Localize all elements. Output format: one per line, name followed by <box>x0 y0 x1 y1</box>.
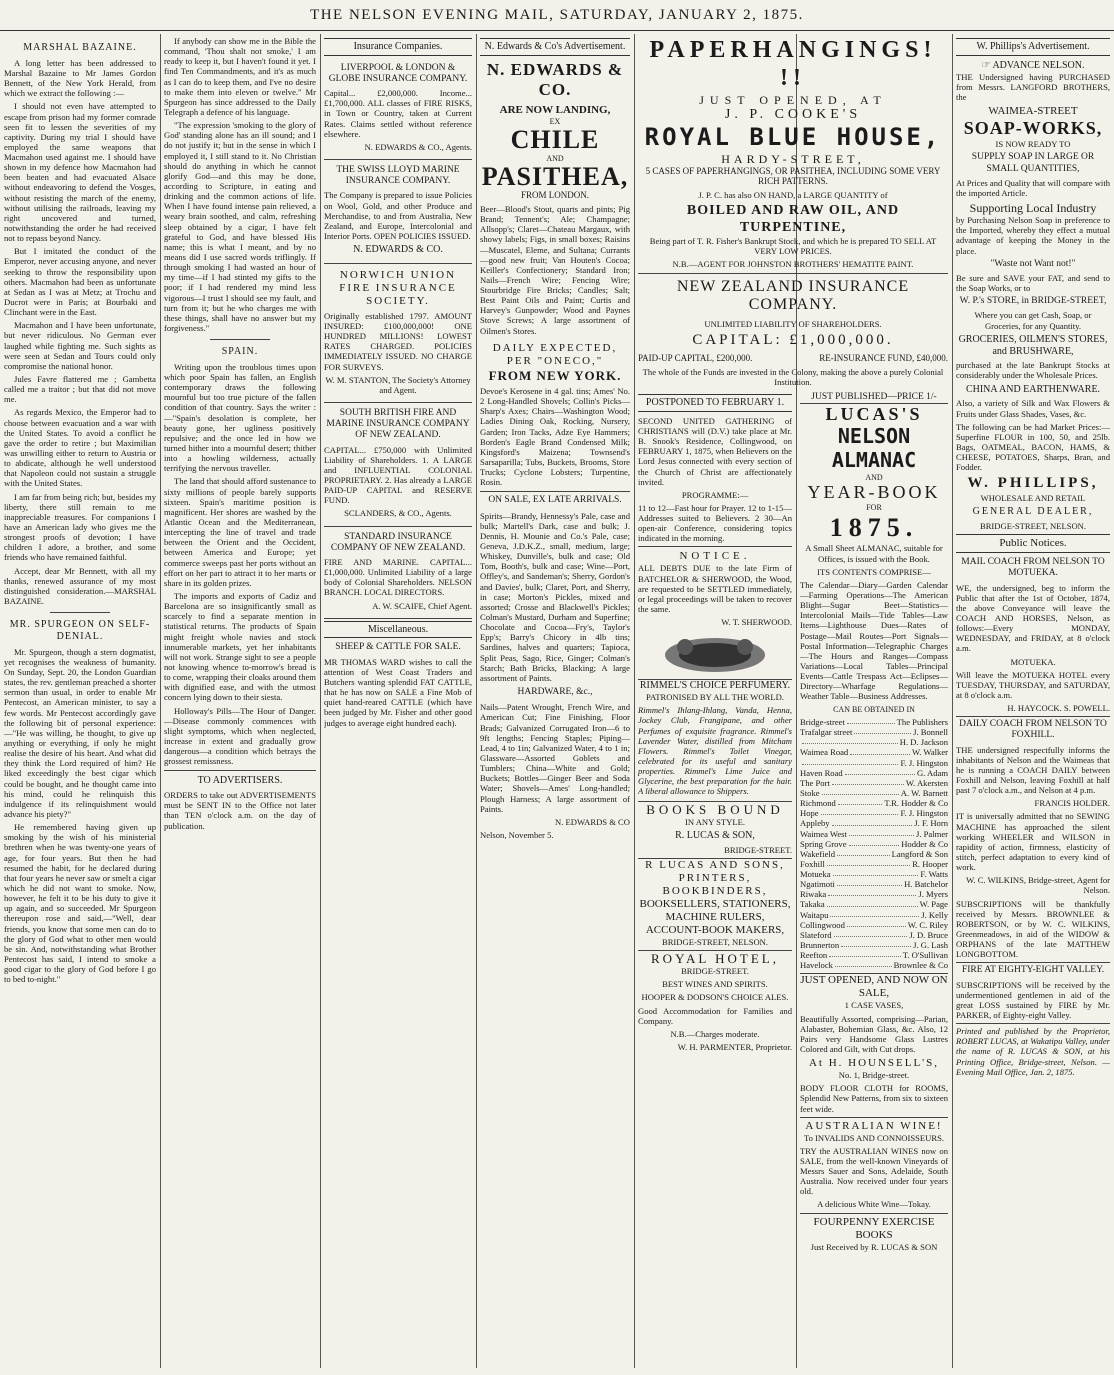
lucas-sons: R LUCAS AND SONS, <box>645 858 785 871</box>
article-paragraph: The land that should afford sustenance to sixty millions of people barely supports sixteen. Spain's maritime position is magnificent. Her shores are washed by the Atlantic Ocean and the Mediterranean, intercepting the line of travel and trade between the Orient and the Occident, between America and Europe; yet commerce sweeps past her ports without an effort on her part to attract it to her marts or share in its golden prizes. <box>164 476 316 588</box>
also-line: J. P. C. has also ON HAND, a LARGE QUANTITY of <box>698 189 888 200</box>
agent-row <box>800 910 948 920</box>
soap-prices: At Prices and Quality that will compare with the imported Article. <box>956 177 1110 198</box>
column-6 <box>800 392 948 1366</box>
agent-place: Slateford <box>800 929 832 940</box>
article-paragraph: Accept, dear Mr Bennett, with all my thanks, renewed assurance of my most distinguished consideration.—MARSHAL BAZAINE. <box>4 565 156 606</box>
article-title: MARSHAL BAZAINE. <box>23 42 137 53</box>
leader-dots <box>827 899 918 906</box>
china: CHINA AND EARTHENWARE. <box>965 383 1101 395</box>
agent-place: Appleby <box>800 818 830 829</box>
account-book-makers: ACCOUNT-BOOK MAKERS, <box>645 923 785 936</box>
almanac-year: 1875. <box>829 512 919 542</box>
postponed-heading: POSTPONED TO FEBRUARY 1. <box>638 394 792 412</box>
ad-signature: A. W. SCAIFE, Chief Agent. <box>372 600 472 611</box>
supply-soap: SUPPLY SOAP IN LARGE OR SMALL QUANTITIES, <box>971 152 1095 174</box>
just-opened: JUST OPENED, AT <box>699 92 887 107</box>
leader-dots <box>849 839 900 846</box>
groceries: GROCERIES, OILMEN'S STORES, and BRUSHWARE, <box>958 333 1108 357</box>
agent-place: Collingwood <box>800 919 845 930</box>
small-almanac: A Small Sheet ALMANAC, suitable for Offices, is issued with the Book. <box>805 543 943 564</box>
article-paragraph: If anybody can show me in the Bible the command, 'Thou shalt not smoke,' I am ready to keep it, but I haven't found it yet. I find Ten Commandments, and it's as much as I can do to keep them, and I've no desire to make them into eleven or twelve." Mr Spurgeon has since addressed to the Daily Telegraph a defence of his language. <box>164 36 316 117</box>
firm-name: N. EDWARDS & CO. <box>486 59 624 99</box>
wine-text: TRY the AUSTRALIAN WINES now on SALE, from the well-known Vineyards of Messrs Sauer and Sons, Adelaide, South Australia. Now received under four years old. <box>800 1145 948 1197</box>
leader-dots <box>827 859 910 866</box>
article-paragraph: Writing upon the troublous times upon which poor Spain has fallen, an English contemporary draws the following mournful but too true picture of the fallen condition of that country. Says the writer :—"Spain's desolation is complete, her beauty gone, her ugliness positively repulsive; and the once led in how we turned hither into a mournful desert; thither into a howling wilderness, actually terrifying the nervous traveller. <box>164 361 316 474</box>
column-2 <box>164 36 316 1366</box>
funds-line: The whole of the Funds are invested in the Colony, making the above a purely Colonial Institution. <box>642 366 944 386</box>
vases-text: Beautifully Assorted, comprising—Parian, Alabaster, Bohemian Glass, &c. Also, 12 Pairs very Handsome Glass Lustres Colored and Gilt, with Cut drops. <box>800 1013 948 1054</box>
article-paragraph: But I imitated the conduct of the Emperor, never accusing anyone, and never seeking to throw the responsibility upon others. Macmahon had been as unfortunate at Sedan as I was at Metz; at Trochu and Ducrot were in Paris; at Bourbaki and Clinchant were in the East. <box>4 246 156 318</box>
notice-title: NOTICE. <box>638 546 792 563</box>
notice-text: ALL DEBTS DUE to the late Firm of BATCHELOR & SHERWOOD, the Wood, are requested to be SETTLED immediately, or legal proceedings will be taken to recover the same. <box>638 563 792 615</box>
lucas-street: BRIDGE-STREET. <box>724 844 792 855</box>
ad-title: SOUTH BRITISH FIRE AND MARINE INSURANCE COMPANY OF NEW ZEALAND. <box>326 407 470 441</box>
insurance-ad <box>324 60 472 160</box>
goods-list: Beer—Blood's Stout, quarts and pints; Pig Brand; Tennent's; Ale; Champagne; Allsopp's; Claret—Chateau Margaux, with showy labels; Figs, in small boxes; Raisins—Muscatel, Eleme, and Sultana; Currants—good new fruit; Van Houten's Cocoa; Keiller's Confectionery; Standard Iron; Nails—French Wire; Fencing Wire; Stourbridge Fire Bricks; Candles; Salt; Best Paint Oils and Paint; Curtis and Harvey's Gunpowder; Wood and Paynes Stove Screws; A large assortment of Oilmen's Stores. <box>480 203 630 336</box>
agent-row <box>800 849 948 859</box>
nz-insurance-title: NEW ZEALAND INSURANCE COMPANY. <box>676 277 910 314</box>
agent-name: H. D. Jackson <box>899 737 948 748</box>
charges: N.B.—Charges moderate. <box>670 1028 760 1039</box>
agent-row <box>800 960 948 970</box>
soap-works: SOAP-WORKS, <box>963 117 1103 138</box>
agent-row <box>800 930 948 940</box>
ad-title: NORWICH UNION FIRE INSURANCE SOCIETY. <box>339 268 457 307</box>
ex-line: EX <box>549 116 561 126</box>
column-rule <box>952 34 953 1368</box>
agent-name: Brownlee & Co <box>893 960 948 971</box>
local-industry: Supporting Local Industry <box>969 201 1097 216</box>
agent-name: The Publishers <box>896 716 948 727</box>
agent-row <box>800 869 948 879</box>
fire-title: FIRE AT EIGHTY-EIGHT VALLEY. <box>956 962 1110 976</box>
waimea-street: WAIMEA-STREET <box>988 105 1078 118</box>
agent-name: Hodder & Co <box>901 838 948 849</box>
section-header: W. Phillips's Advertisement. <box>956 38 1110 56</box>
agent-row <box>800 717 948 727</box>
agent-row <box>800 808 948 818</box>
ad-text: Originally established 1797. AMOUNT INSURED: £100,000,000! ONE HUNDRED MILLIONS! LOWEST RATES CHARGED. POLICIES IMMEDIATELY ISSUED. NO CHARGE FOR SURVEYS. <box>324 310 472 372</box>
lucas-firm: R. LUCAS & SON, <box>675 829 755 841</box>
just-published: JUST PUBLISHED—PRICE 1/- <box>800 392 948 404</box>
agent-place: Wakefield <box>800 848 836 859</box>
industry-text: by Purchasing Nelson Soap in preference to the Imported, whereby they effect a mutual advantage of keeping the Money in the place. <box>956 215 1110 256</box>
agent-name: G. Adam <box>916 767 948 778</box>
agent-name: T. O'Sullivan <box>902 950 948 961</box>
column-3 <box>324 36 472 1366</box>
market-prices: The following can be had Market Prices:—Superfine FLOUR in 100, 50, and 25lb. Bags, OATMEAL, BACON, HAMS, & CHEESE, POTATOES, Sharps, Bran, and Fodder. <box>956 421 1110 473</box>
proprietor: W. H. PARMENTER, Proprietor. <box>677 1042 792 1053</box>
bankrupt-line: Being part of T. R. Fisher's Bankrupt Stock, and which he is prepared TO SELL AT VERY LOW PRICES. <box>649 236 937 257</box>
bookbinders: BOOKBINDERS, <box>662 884 768 897</box>
phillips-name: W. PHILLIPS, <box>967 475 1099 492</box>
section-header: Miscellaneous. <box>324 621 472 639</box>
agent-name: W. C. Riley <box>907 919 948 930</box>
bridge-street-nelson: BRIDGE-STREET, NELSON. <box>661 936 769 947</box>
agent-name: J. G. Lash <box>913 940 948 951</box>
nelson-almanac: NELSON ALMANAC <box>831 424 917 473</box>
divider <box>164 770 316 771</box>
leader-dots <box>837 849 890 856</box>
article-paragraph: I should not even have attempted to escape from prison had my former comrade seen fit to lessen the severities of my captivity. During my trial I should have employed the same weapons that Macmahon used against me. I should have shown in my defence how Macmahon had been beaten and had evacuated Alsace without endeavoring to defend the Vosges, without resisting the march of the enemy, without utilising the railroads, leaving my right uncovered and turned, notwithstanding the order he had received not to repass beyond Nancy. <box>4 101 156 244</box>
agent-row <box>800 818 948 828</box>
for-word: FOR <box>866 503 882 513</box>
rimmel-crest-icon <box>655 631 775 675</box>
leader-dots <box>847 717 895 724</box>
article-paragraph: As regards Mexico, the Emperor had to choose between evacuation and a war with the United States. To avoid a conflict he gave the order to retire ; but Maximilian was unwilling either to return to Austria or to abdicate, although he well understood that Napoleon could not sustain a struggle with the United States. <box>4 407 156 489</box>
agent-row <box>800 788 948 798</box>
ad-text: MR THOMAS WARD wishes to call the attention of West Coast Traders and Butchers wanting splendid FAT CATTLE, that he has now on SALE a Fine Mob of quiet hand-reared CATTLE (which have been judged by Mr. Fisher and other good judges to average eight hundred each). <box>324 656 472 728</box>
motueka-title: MOTUEKA. <box>1010 656 1056 667</box>
article-paragraph: "The expression 'smoking to the glory of God' standing alone has an ill sound; and I do not justify it; but in the sense in which I employed it, I still stand to it. No Christian should do anything in which he cannot glorify God—and this may be done, according to Scripture, in eating and drinking and the common actions of life. When I have found intense pain relieved, a weary brain soothed, and calm, refreshing sleep obtained by a cigar, I have felt grateful to God, and have blessed His name; this is what I meant, and by no means did I use sacred words triflingly. If through smoking I had wasted an hour of my time—if I had stinted my gifts to the poor; if I had rendered my mind less vigorous—I trust I should see my fault, and turn from it; but he who charges me with these things, shall have no answer but my forgiveness." <box>164 120 316 333</box>
rimmel-text: Rimmel's Ihlang-Ihlang, Vanda, Henna, Jockey Club, Frangipane, and other Perfumes of exquisite fragrance. Rimmel's Lavender Water, distilled from Mitcham Flowers. Rimmel's Toilet Vinegar, celebrated for its useful and sanitary properties. Rimmel's Lime Juice and Glycerine, the best preparation for the hair. A liberal allowance to Shippers. <box>638 705 792 797</box>
article-paragraph: Jules Favre flattered me ; Gambetta called me a traitor ; but that did not move me. <box>4 374 156 405</box>
agent-row <box>800 940 948 950</box>
ad-text: The Company is prepared to issue Policies on Wool, Gold, and other Produce and Merchandise, to and from Australia, New Zealand, and Europe, Intercolonial and Interior Ports. OPEN POLICIES ISSUED. <box>324 190 472 242</box>
ad-signature: N. EDWARDS & CO., Agents. <box>364 141 472 152</box>
article-paragraph: I am far from being rich; but, besides my liberty, there still remain to me inappreciable treasures. For companions I have an American lady who gives me the strongest proofs of devotion; I have children I adore, a brother, and some friends who have remained faithful. <box>4 491 156 563</box>
agent-name: F. J. Hingston <box>900 757 948 768</box>
royal-street: BRIDGE-STREET. <box>681 966 749 977</box>
insurance-ad <box>324 529 472 619</box>
hounsell: At H. HOUNSELL'S, <box>808 1057 940 1070</box>
agent-place: Foxhill <box>800 858 825 869</box>
agent-name: J. Kelly <box>921 909 948 920</box>
year-book: YEAR-BOOK <box>807 482 941 503</box>
agent-name: A. W. Barnett <box>900 787 948 798</box>
motueka-text: Will leave the MOTUEKA HOTEL every TUESDAY, THURSDAY, and SATURDAY, at 8 o'clock a.m. <box>956 669 1110 700</box>
leader-dots <box>833 869 919 876</box>
unlimited-line: UNLIMITED LIABILITY OF SHAREHOLDERS. <box>704 319 882 330</box>
goods-list: Nails—Patent Wrought, French Wire, and American Cut; Fine Finishing, Floor Brads; Galvanized Corrugated Iron—6 to 9ft lengths; Fencing Staples; Piping—Lead, 4 to 1in; Galvanized Water, 4 to 1 in; Glassware—Assorted Goblets and Tumblers; China—White and Gold; Buckets; Bottles—Ginger Beer and Soda Water; Shovels—Ames' Long-handled; Plough Harness; A large assortment of Paints. <box>480 702 630 814</box>
agent-line: N.B.—AGENT FOR JOHNSTON BROTHERS' HEMATITE PAINT. <box>638 259 948 273</box>
mail-signature: H. HAYCOCK. S. POWELL. <box>1007 703 1110 714</box>
machine-rulers: MACHINE RULERS, <box>665 910 765 923</box>
exercise-books: FOURPENNY EXERCISE BOOKS <box>800 1213 948 1242</box>
phillips-line: WHOLESALE AND RETAIL <box>980 493 1086 504</box>
leader-dots <box>850 747 910 754</box>
notice-title: TO ADVERTISERS. <box>197 775 283 787</box>
article-paragraph: He remembered having given up smoking by the wish of his ministerial brethren when he was twenty-one years of age, for four years. But then he had resumed the habit, for he declared during that four years he never saw or smelt a cigar which he did not want to smoke. Now, however, he felt it to be his duty to give it up again, and so succeeded. Mr Spurgeon thereupon rose and said,—"Well, dear friends, you know that some men can do to the glory of God what to other men would be sin. And, notwithstanding what Brother Pentecost has said, I intend to smoke a good cigar to the glory of God before I go to bed to-night." <box>4 822 156 985</box>
notice-text: ORDERS to take out ADVERTISEMENTS must be SENT IN to the Office not later than TEN o'clock a.m. on the day of publication. <box>164 790 316 831</box>
from-line: FROM LONDON. <box>520 190 589 201</box>
leader-dots <box>834 930 908 937</box>
section-header: N. Edwards & Co's Advertisement. <box>480 38 630 56</box>
reinsurance-fund: RE-INSURANCE FUND, £40,000. <box>819 353 948 364</box>
rimmel-patron: PATRONISED BY ALL THE WORLD. <box>646 692 784 703</box>
invalids: To INVALIDS AND CONNOISSEURS. <box>803 1132 945 1143</box>
leader-dots <box>832 778 904 785</box>
waste-text: Be sure and SAVE your FAT, and send to the Soap Works, or to <box>956 272 1110 294</box>
agent-place: Haven Road <box>800 767 843 778</box>
subscriptions-text: SUBSCRIPTIONS will be thankfully received by Messrs. BROWNLEE & ROBERTSON, or by W. C. WILKINS, Greenmeadows, in aid of the WIDOW & ORPHANS of the late MATTHEW LONGBOTTOM. <box>956 898 1110 960</box>
agent-name: R. Hooper <box>912 858 948 869</box>
masthead: THE NELSON EVENING MAIL, SATURDAY, JANUARY 2, 1875. <box>0 0 1114 31</box>
agent-place: Brunnerton <box>800 940 840 951</box>
oil-line: BOILED AND RAW OIL, AND TURPENTINE, <box>686 203 900 235</box>
store-text: Where you can get Cash, Soap, or Groceries, for any Quantity. <box>974 310 1092 331</box>
agent-place: Spring Grove <box>800 838 847 849</box>
leader-dots <box>822 788 899 795</box>
article-title: MR. SPURGEON ON SELF-DENIAL. <box>9 619 151 642</box>
programme-title: PROGRAMME:— <box>681 489 749 500</box>
ready-to: IS NOW READY TO <box>995 139 1071 150</box>
agent-row <box>800 889 948 899</box>
ad-text: Capital... £2,000,000. Income... £1,700,000. ALL classes of FIRE RISKS, in Town or Country, taken at Current Rates. Claims settled without reference elsewhere. <box>324 88 472 139</box>
column-7 <box>956 36 1110 1366</box>
china-text: Also, a variety of Silk and Wax Flowers & Fruits under Glass Shades, Vases, &c. <box>956 398 1110 419</box>
agent-place: Waimea West <box>800 828 847 839</box>
agent-name: J. Bonnell <box>913 727 948 738</box>
wilkins-signature: W. C. WILKINS, Bridge-street, Agent for Nelson. <box>966 875 1110 896</box>
agent-place: Trafalgar street <box>800 727 853 738</box>
goods-list: Spirits—Brandy, Hennessy's Pale, case and bulk; Martell's Dark, case and bulk; J. Dennis, H. Mounie and Co.'s Pale, case; Geneva, J.D.K.Z., small, medium, large; Whiskey, Dunville's, bulk and case; Old Tom, Booth's, bulk and case; Wine—Port, Offley's, and Sandeman's; Sherry, Gordon's and Davies', bulk; Claret, Port, and Sherry, in case; Morton's Pickles, mixed and assorted; Crosse and Blackwell's Pickles; Colman's Mustard, Durham and Superfine; Chocolate and Cocoa—Fry's, Taylor's Epp's; Barry's Chicory in 4lb tins; Sardines, halves and quarters; Tapioca, Split Peas, Sago, Rice, Ginger; Colman's Starch; Bath Bricks, Blacking; A large assortment of Paints. <box>480 510 630 683</box>
phillips-dealer: GENERAL DEALER, <box>972 506 1094 518</box>
mail-coach-title: MAIL COACH FROM NELSON TO MOTUEKA. <box>961 557 1105 579</box>
public-notices-header: Public Notices. <box>956 534 1110 553</box>
article-paragraph: A long letter has been addressed to Marshal Bazaine to Mr James Gordon Bennett, of the New York Herald, from which we extract the following :— <box>4 57 156 99</box>
leader-dots <box>802 737 898 744</box>
leader-dots <box>828 889 916 896</box>
hand-icon: ☞ <box>981 59 993 71</box>
obtained-title: CAN BE OBTAINED IN <box>833 704 915 714</box>
agent-place: Waitapu <box>800 909 829 920</box>
groceries-text: purchased at the late Bankrupt Stocks at considerably under the Wholesale Prices. <box>956 360 1110 381</box>
leader-dots <box>854 727 911 734</box>
capital-line: CAPITAL: £1,000,000. <box>692 332 894 349</box>
article-paragraph: Holloway's Pills—The Hour of Danger.—Disease commonly commences with slight symptoms, which when neglected, increase in extent and gradually grow dangerous—a condition which betrays the grossest remissness. <box>164 705 316 767</box>
agent-row <box>800 747 948 757</box>
ad-text: CAPITAL... £750,000 with Unlimited Liability of Shareholders. 1. A LARGE and INFLUENTIAL COLONIAL PROPRIETARY. 2. Has already a LARGE PAID-UP CAPITAL and RESERVE FUND. <box>324 444 472 506</box>
books-bound: BOOKS BOUND <box>646 801 784 817</box>
sewing-machine-text: IT is universally admitted that no SEWING MACHINE has approached the silent working WHEELER and WILSON in rapidity of action, firmness, elasticity of stitch, perfect adaptation to every kind of work. <box>956 811 1110 873</box>
agent-place: Waimea Road <box>800 747 849 758</box>
agent-name: H. Batchelor <box>904 879 948 890</box>
gathering-text: SECOND UNITED GATHERING of CHRISTIANS will (D.V.) take place at Mr. B. Snook's Residence, Collingwood, on FEBRUARY 1, 1875, when Believers on the Lord Jesus connected with every section of the Church of Christ are affectionately invited. <box>638 415 792 487</box>
wp-store: W. P.'s STORE, in BRIDGE-STREET, <box>959 296 1107 307</box>
and-word: AND <box>865 472 883 482</box>
ad-signature: N. EDWARDS & CO <box>555 816 630 827</box>
agent-place: Takaka <box>800 899 825 910</box>
exercise-books-sub: Just Received by R. LUCAS & SON <box>810 1241 938 1252</box>
agent-place: Riwaka <box>800 889 827 900</box>
fire-text: SUBSCRIPTIONS will be received by the undermentioned gentlemen in aid of the great LOSS sustained by FIRE by Mr. PARKER, of Eighty-eight Valley. <box>956 979 1110 1021</box>
phillips-address: BRIDGE-STREET, NELSON. <box>979 521 1087 532</box>
advance-nelson <box>956 60 1110 72</box>
leader-dots <box>830 910 919 917</box>
agent-row <box>800 859 948 869</box>
agent-row <box>800 829 948 839</box>
tokay: A delicious White Wine—Tokay. <box>817 1199 931 1210</box>
contents-text: The Calendar—Diary—Garden Calendar—Farming Operations—The American Blight—Sugar Beet—Statistics—Intercolonial Mails—Tide Tables—Law Items—Lighthouse Dues—Rates of Postage—Mail Routes—Port Signals—Postal Information—Telegraphic Charges—The Hours and Ranges—Compass Variations—Local Tables—Principal Events—Cattle Trespass Act—Eclipses—Directory—Wharfage Regulations—Weather Table—Business Addresses. <box>800 579 948 702</box>
expected-line: DAILY EXPECTED, <box>492 341 618 354</box>
ad-title: THE SWISS LLOYD MARINE INSURANCE COMPANY. <box>336 165 460 187</box>
agent-name: Langford & Son <box>891 848 948 859</box>
agent-place: Motueka <box>800 869 831 880</box>
just-opened-sale: JUST OPENED, AND NOW ON SALE, <box>800 974 948 1000</box>
agent-place: The Port <box>800 777 830 788</box>
agent-row <box>800 950 948 960</box>
column-1 <box>4 36 156 1366</box>
section-header: Insurance Companies. <box>324 38 472 56</box>
agent-name: W. Akersten <box>905 777 948 788</box>
divider <box>50 612 111 613</box>
and-line: AND <box>546 153 564 163</box>
agent-name: W. Walker <box>911 747 948 758</box>
cases-line: 5 CASES OF PAPERHANGINGS, OR PASITHEA, INCLUDING SOME VERY RICH PATTERNS. <box>645 165 941 187</box>
agent-place: Ngatimoti <box>800 879 835 890</box>
books-style: IN ANY STYLE. <box>684 816 746 827</box>
agent-list <box>800 717 948 971</box>
landing-line: ARE NOW LANDING, <box>499 103 611 116</box>
leader-dots <box>837 879 902 886</box>
agent-row <box>800 778 948 788</box>
agent-place: Hope <box>800 808 819 819</box>
agent-row <box>800 879 948 889</box>
cooke-name: J. P. COOKE'S <box>724 106 862 122</box>
ship-name: CHILE <box>510 125 600 155</box>
printers: PRINTERS, <box>678 871 752 884</box>
agent-name: F. Watts <box>920 869 948 880</box>
hooper-ales: HOOPER & DODSON'S CHOICE ALES. <box>641 992 789 1003</box>
notice-signature: W. T. SHERWOOD. <box>721 617 792 628</box>
daily-coach-text: THE undersigned respectfully informs the inhabitants of Nelson and the Waimeas that he is running a COACH DAILY between Foxhill and Nelson, leaving Foxhill at half past 7 o'clock a.m., and Nelson at 4 p.m. <box>956 744 1110 796</box>
agent-place: Reefton <box>800 950 828 961</box>
agent-name: J. D. Bruce <box>909 929 948 940</box>
insurance-ad <box>324 266 472 403</box>
insurance-ad <box>324 162 472 264</box>
leader-dots <box>841 940 911 947</box>
leader-dots <box>829 950 900 957</box>
australian-wine: AUSTRALIAN WINE! <box>800 1117 948 1133</box>
hounsell-address: No. 1, Bridge-street. <box>838 1070 910 1081</box>
lucass: LUCAS'S <box>825 404 923 425</box>
agent-name: J. Myers <box>918 889 948 900</box>
column-4 <box>480 36 630 1366</box>
holder-signature: FRANCIS HOLDER. <box>1034 798 1110 809</box>
ad-title: STANDARD INSURANCE COMPANY OF NEW ZEALAND. <box>330 531 466 553</box>
sale-heading: ON SALE, EX LATE ARRIVALS. <box>480 491 630 506</box>
hardware-heading: HARDWARE, &c., <box>517 687 593 698</box>
programme-text: 11 to 12—Fast hour for Prayer. 12 to 1-15—Addresses suited to Believers. 2 30—An open-air Conference, considering topics indicated in the morning. <box>638 502 792 544</box>
ad-date: Nelson, November 5. <box>480 829 554 840</box>
imprint: Printed and published by the Proprietor, ROBERT LUCAS, at Wakatipu Valley, under the name of R. LUCAS & SON, at his Printing Office, Bridge-street, Nelson. — Evening Mail Office, Jan. 2, 1875. <box>956 1023 1110 1077</box>
agent-name: J. Palmer <box>916 828 948 839</box>
leader-dots <box>845 768 915 775</box>
contents-title: ITS CONTENTS COMPRISE— <box>817 566 931 577</box>
per-line: PER "ONECO," <box>506 354 604 367</box>
agent-row <box>800 899 948 909</box>
royal-hotel: ROYAL HOTEL, <box>651 950 779 966</box>
leader-dots <box>832 818 913 825</box>
leader-dots <box>835 960 892 967</box>
agent-row <box>800 920 948 930</box>
column-rule <box>320 34 321 1368</box>
column-5-top <box>638 36 948 386</box>
agent-name: W. Page <box>919 899 948 910</box>
paid-up-capital: PAID-UP CAPITAL, £200,000. <box>638 353 753 364</box>
column-5-lower <box>638 392 792 1366</box>
booksellers: BOOKSELLERS, STATIONERS, <box>639 897 791 910</box>
from-new-york: FROM NEW YORK. <box>488 367 622 383</box>
column-rule <box>634 34 635 1368</box>
accommodation: Good Accommodation for Families and Company. <box>638 1005 792 1026</box>
best-wines: BEST WINES AND SPIRITS. <box>662 979 768 990</box>
mail-coach-text: WE, the undersigned, beg to inform the Public that after the 1st of October, 1874, the above Conveyance will leave the COACH AND HORSES, Nelson, as follows:—Every MONDAY, WEDNESDAY, and FRIDAY, at 8 o'clock a.m. <box>956 582 1110 654</box>
agent-name: F. J. Hingston <box>900 808 948 819</box>
case-vases: 1 CASE VASES, <box>844 1000 904 1011</box>
ship-name: PASITHEA, <box>481 162 629 192</box>
advance-label: ADVANCE NELSON. <box>992 59 1085 71</box>
leader-dots <box>849 829 914 836</box>
article-title: SPAIN. <box>221 346 259 358</box>
ad-signature: SCLANDERS, & CO., Agents. <box>344 508 452 519</box>
agent-name: T.R. Hodder & Co <box>884 798 948 809</box>
agent-row <box>800 768 948 778</box>
ad-title: LIVERPOOL & LONDON & GLOBE INSURANCE COMPANY. <box>328 62 468 84</box>
paperhangings-title: PAPERHANGINGS! !! <box>649 37 937 92</box>
article-paragraph: Mr. Spurgeon, though a stern dogmatist, yet recognises the weakness of humanity. On Sunday, Sept. 20, the London Guardian states, the rev. gentleman preached a shorter sermon than usual, in order to enable Mr Pentecost, an American minister, to say a few words. Mr Pentecost accordingly gave the following bit of personal experience:—"He was willing, he thought, to give up anything or everything, if only he might realise the desire of his heart. And what did they think the Lord required of him? He liked exceedingly the best cigar which could be bought, and he thought came into his mind, could he relinquish this indulgence if its relinquishment would advance his piety?" <box>4 646 156 819</box>
divider <box>210 339 271 340</box>
agent-place: Richmond <box>800 798 836 809</box>
agent-row <box>800 798 948 808</box>
hardy-street: HARDY-STREET, <box>721 151 865 166</box>
waste-not: "Waste not Want not!" <box>990 258 1076 269</box>
ad-signature: W. M. STANTON, The Society's Attorney and Agent. <box>325 374 471 395</box>
article-paragraph: The imports and exports of Cadiz and Barcelona are so insignificantly small as scarcely to find a separate mention in statistical returns. The products of Spain might freight whole navies and stock innumerable markets, yet her inhabitants will not work. Strange sight to see a people not knowing whence to-morrow's bread is to come, wrapping their cloaks around them with dignified ease, and with the utmost concern lying down to their siesta. <box>164 590 316 703</box>
ad-text: FIRE AND MARINE. CAPITAL... £1,000,000. Unlimited Liability of a large body of Colonial Shareholders. NELSON BRANCH. LOCAL DIRECTORS. <box>324 556 472 598</box>
floor-cloth: BODY FLOOR CLOTH for ROOMS, Splendid New Patterns, from six to sixteen feet wide. <box>800 1083 948 1114</box>
leader-dots <box>802 758 898 765</box>
agent-row <box>800 839 948 849</box>
column-rule <box>476 34 477 1368</box>
leader-dots <box>847 920 906 927</box>
purchased-text: THE Undersigned having PURCHASED from Messrs. LANGFORD BROTHERS, the <box>956 71 1110 102</box>
agent-name: J. F. Horn <box>914 818 948 829</box>
agent-row <box>800 727 948 737</box>
leader-dots <box>838 798 883 805</box>
article-paragraph: Macmahon and I have been unfortunate, but never ridiculous. No German ever laughed while fighting me. Such sights as were seen at Sedan and Tours could only compromise the national honor. <box>4 320 156 371</box>
royal-blue-house: ROYAL BLUE HOUSE, <box>644 123 942 152</box>
goods-list: Devoe's Kerosene in 4 gal. tins; Ames' No. 2 Long-Handled Shovels; Collin's Picks—Sharp's Axes; Chairs—Washington Wood; Ladies Dining Oak, Rocking, Nursery, Garden; Iron Tacks, Adze Eye Hammers; Borden's Eagle Brand Condensed Milk; Kingsford's Maizena; Townsend's Sarsaparilla; Tubs, Buckets, Brooms, Store Trucks; Cyclone Lobsters; Turpentine, Rosin. <box>480 386 630 488</box>
agent-place: Stoke <box>800 787 820 798</box>
agent-place: Havelock <box>800 960 833 971</box>
agent-row <box>800 758 948 768</box>
column-rule <box>160 34 161 1368</box>
daily-coach-title: DAILY COACH FROM NELSON TO FOXHILL. <box>956 716 1110 741</box>
leader-dots <box>821 808 899 815</box>
agent-row <box>800 737 948 747</box>
rimmel-title: RIMMEL'S CHOICE PERFUMERY. <box>639 680 791 692</box>
agent-place: Bridge-street <box>800 716 845 727</box>
ad-signature: N. EDWARDS & CO. <box>353 244 443 256</box>
ad-title: SHEEP & CATTLE FOR SALE. <box>335 642 461 653</box>
insurance-ad <box>324 405 472 527</box>
fund-row <box>638 353 948 364</box>
